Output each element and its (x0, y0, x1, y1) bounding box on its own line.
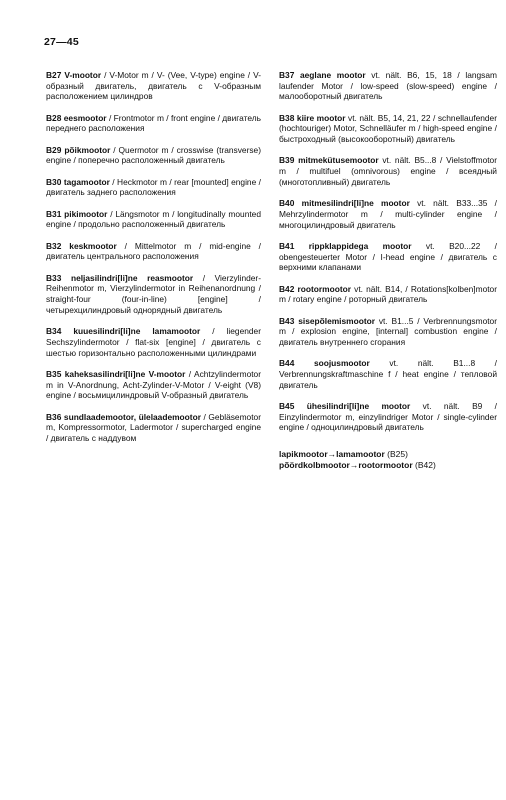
dictionary-entry (46, 241, 261, 262)
entry-translations: vt. nält. B1...8 / Verbrennungskraftmaschine f / heat engine / тепловой двигатель (279, 358, 498, 390)
entry-translations: / Längsmotor m / longitudinally mounted engine / продольно расположенный двигатель (46, 208, 261, 230)
entry-translations: / Quermotor m / crosswise (transverse) engine / поперечно расположенный двигатель (46, 144, 262, 166)
dictionary-entry (279, 316, 497, 348)
dictionary-entry (279, 358, 497, 390)
left-column (46, 70, 261, 454)
entry-headword: eesmootor (63, 112, 107, 123)
cross-references (279, 449, 497, 471)
entry-code: B35 (46, 368, 62, 379)
ref-arrow: → (349, 460, 359, 471)
entry-translations: vt. nält. B6, 15, 18 / langsam laufender Motor / low-speed (slow-speed) engine / малооборотный двигатель (279, 70, 498, 102)
ref-term: põördkolbmootor (279, 460, 350, 471)
entry-code: B34 (46, 326, 62, 337)
dictionary-entry (279, 155, 497, 187)
ref-target-term: rootormootor (358, 460, 413, 471)
dictionary-entry (46, 70, 261, 102)
entry-headword: rootormootor (297, 283, 352, 294)
dictionary-entry (279, 70, 497, 102)
entry-headword: neljasilindri[li]ne reasmootor (70, 272, 194, 283)
entry-headword: kaheksasilindri[li]ne V-mootor (64, 368, 186, 379)
entry-code: B36 (46, 411, 62, 422)
entry-headword: pikimootor (64, 208, 108, 219)
dictionary-entry (46, 113, 261, 134)
entry-headword: sundlaademootor, ülelaademootor (63, 411, 201, 422)
entry-code: B45 (279, 400, 295, 411)
entry-headword: rippklappidega mootor (308, 240, 412, 251)
right-column (279, 70, 497, 471)
entry-code: B41 (279, 240, 295, 251)
entry-code: B37 (279, 70, 295, 80)
ref-target-term: lamamootor (336, 449, 385, 460)
dictionary-entry (46, 273, 261, 316)
dictionary-entry (279, 241, 497, 273)
entry-code: B39 (279, 155, 295, 166)
entry-translations: vt. nält. B9 / Einzylindermotor m, einzylindriger Motor / single-cylinder engine / одноцилиндровый двигатель (279, 400, 497, 433)
dictionary-entry (46, 209, 261, 230)
dictionary-entry (46, 326, 261, 358)
entry-translations: / Vierzylinder-Reihenmotor m, Vierzylindermotor in Reihenanordnung / straight-four (four-in-line) [engine] / четырехцилиндровый однорядный двигатель (46, 272, 262, 315)
entry-translations: / liegender Sechszylindermotor / flat-six [engine] / двигатель с шестью горизонтально расположенными цилиндрами (46, 326, 262, 358)
entry-headword: ühesilindri[li]ne mootor (306, 400, 411, 411)
entry-headword: tagamootor (63, 176, 110, 187)
entry-translations: vt. nält. B5, 14, 21, 22 / schnellaufender (hochtouriger) Motor, Schnelläufer m / high-speed engine / быстроходный (высокооборотный) двигатель (279, 112, 498, 145)
entry-code: B33 (46, 272, 62, 283)
ref-arrow: → (327, 449, 337, 460)
entry-headword: mitmesilindri[li]ne mootor (301, 198, 410, 209)
entry-headword: keskmootor (69, 240, 117, 251)
dictionary-entry (279, 113, 497, 145)
entry-code: B44 (279, 358, 295, 369)
dictionary-entry (279, 401, 497, 433)
entry-translations: / Gebläsemotor m, Kompressormotor, Ladermotor / supercharged engine / двигатель с наддувом (46, 411, 261, 443)
entry-code: B32 (46, 240, 62, 251)
entry-translations: / Mittelmotor m / mid-engine / двигатель центрального расположения (46, 240, 261, 262)
entry-code: B30 (46, 176, 62, 187)
entry-code: B42 (279, 283, 295, 294)
entry-translations: vt. B1...5 / Verbrennungsmotor m / explosion engine, [internal] combustion engine / двигатель внутреннего сгорания (279, 315, 497, 347)
ref-target-code: (B25) (384, 449, 408, 460)
entry-headword: kuuesilindri[li]ne lamamootor (73, 326, 201, 337)
entry-translations: vt. nält. B14, / Rotations[kolben]motor m / rotary engine / роторный двигатель (279, 283, 498, 305)
cross-reference (279, 460, 497, 471)
entry-code: B28 (46, 112, 62, 123)
entry-headword: soojusmootor (313, 358, 370, 369)
page-number: 27—45 (44, 36, 79, 48)
dictionary-entry (279, 198, 497, 230)
dictionary-entry (46, 145, 261, 166)
entry-headword: sisepõlemismootor (298, 315, 376, 326)
entry-code: B29 (46, 144, 62, 155)
entry-code: B27 (46, 70, 62, 80)
entry-translations: vt. nält. B5...8 / Vielstoffmotor m / multifuel (omnivorous) engine / всеядный (многотопливный) двигатель (279, 155, 498, 187)
entry-code: B31 (46, 208, 62, 219)
entry-code: B38 (279, 112, 295, 123)
ref-term: lapikmootor (279, 449, 328, 460)
ref-target-code: (B42) (412, 460, 436, 471)
dictionary-entry (46, 177, 261, 198)
dictionary-entry (46, 369, 261, 401)
entry-headword: aeglane mootor (299, 70, 366, 80)
entry-code: B40 (279, 198, 295, 209)
entry-translations: vt. B20...22 / obengesteuerter Motor / I-head engine / двигатель с верхними клапанами (279, 240, 497, 273)
entry-translations: / Heckmotor m / rear [mounted] engine / двигатель заднего расположения (46, 176, 262, 198)
dictionary-entry (279, 284, 497, 305)
entry-headword: kiire mootor (296, 112, 346, 123)
entry-headword: põikmootor (64, 144, 111, 155)
entry-translations: / V-Motor m / V- (Vee, V-type) engine / V-образный двигатель, двигатель с V-образным расположением цилиндров (46, 70, 262, 102)
cross-reference (279, 449, 497, 460)
entry-headword: V-mootor (64, 70, 102, 80)
entry-translations: vt. nält. B33...35 / Mehrzylindermotor m / multi-cylinder engine / многоцилиндровый двигатель (279, 198, 497, 230)
dictionary-entry (46, 412, 261, 444)
entry-translations: / Frontmotor m / front engine / двигатель переднего расположения (46, 112, 262, 134)
entry-code: B43 (279, 315, 295, 326)
entry-headword: mitmekütusemootor (298, 155, 379, 166)
entry-translations: / Achtzylindermotor m in V-Anordnung, Acht-Zylinder-V-Motor / V-eight (V8) engine / восьмицилиндровый V-образный двигатель (46, 368, 262, 401)
